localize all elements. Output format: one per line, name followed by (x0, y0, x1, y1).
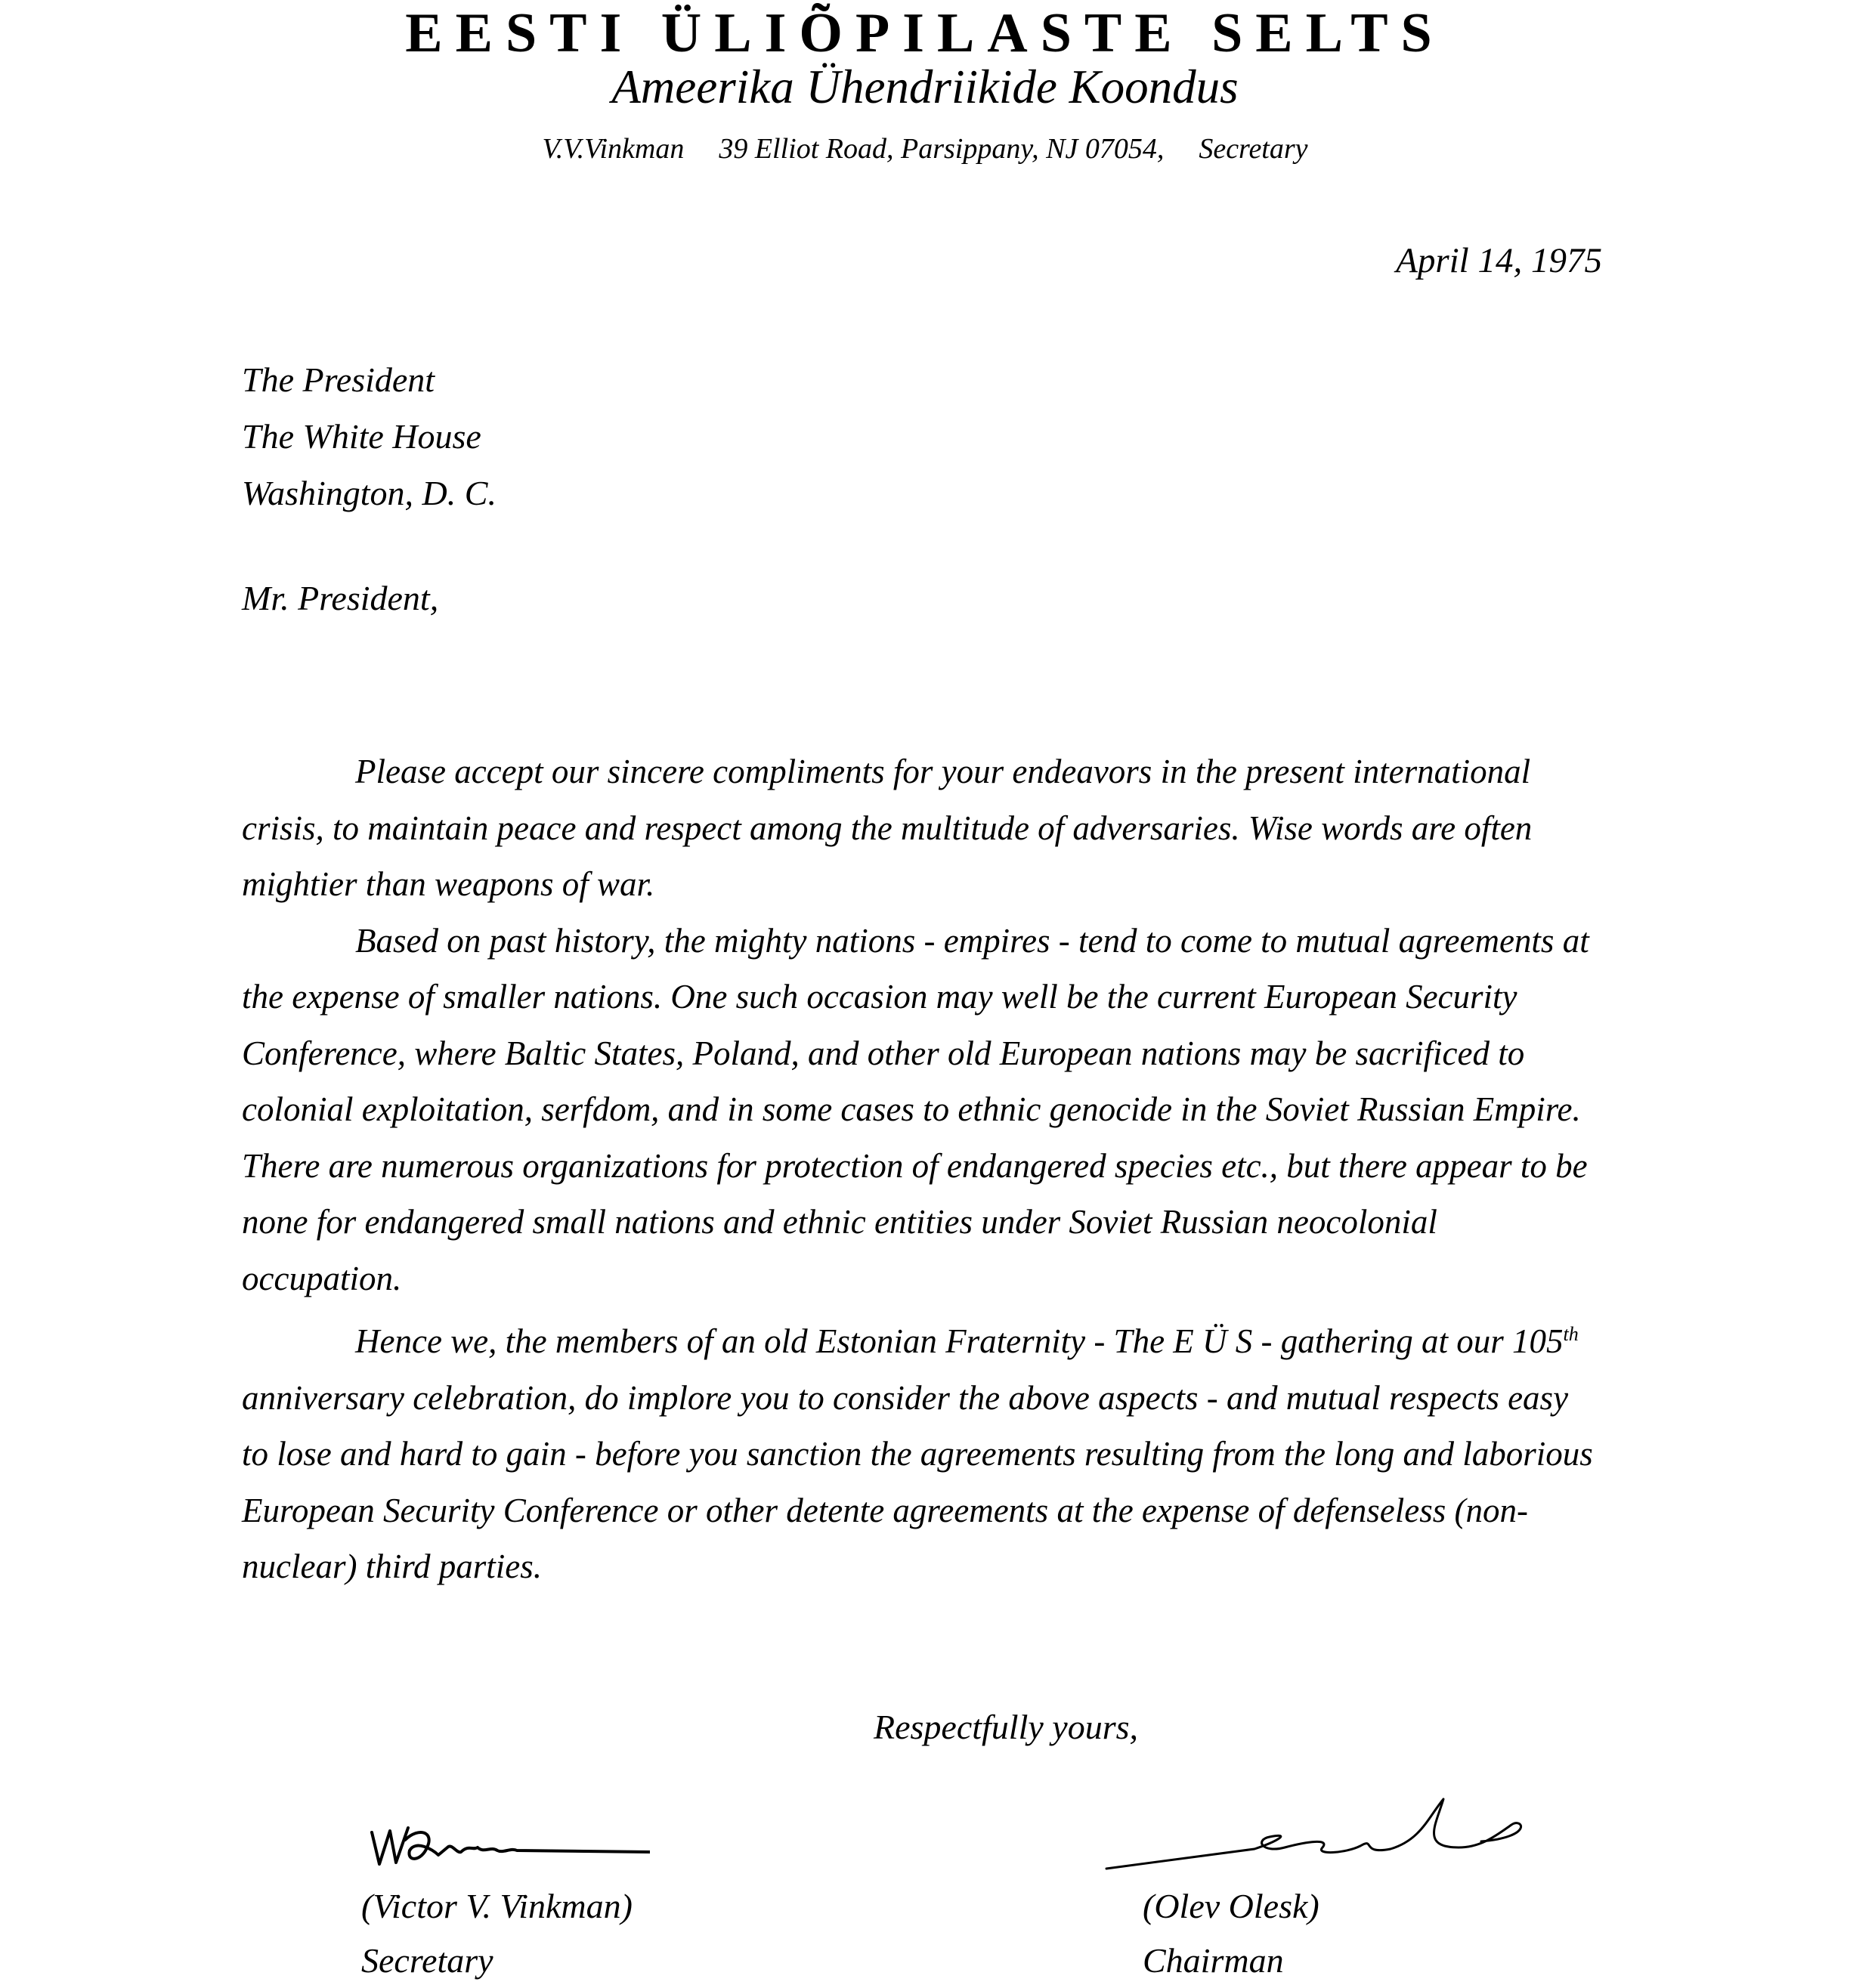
organization-name: EESTI ÜLIÕPILASTE SELTS (405, 2, 1445, 64)
recipient-line: The White House (242, 417, 481, 456)
organization-subtitle: Ameerika Ühendriikide Koondus (611, 60, 1239, 113)
signer-name: (Olev Olesk) (1143, 1887, 1319, 1925)
signer-title: Chairman (1143, 1941, 1284, 1980)
recipient-block (242, 351, 497, 521)
paragraph-text: Hence we, the members of an old Estonian Fraternity - The E Ü S - gathering at our 105 (355, 1322, 1564, 1360)
signer-secretary (361, 1879, 633, 1988)
recipient-line: The President (242, 360, 435, 399)
recipient-line: Washington, D. C. (242, 474, 497, 512)
ordinal-superscript: th (1563, 1323, 1579, 1345)
letter-body (242, 744, 1602, 1595)
secretary-name: V.V.Vinkman (542, 133, 685, 165)
signer-chairman (1143, 1879, 1319, 1988)
body-paragraph (242, 1306, 1602, 1595)
paragraph-text: anniversary celebration, do implore you to consider the above aspects - and mutual respects easy to lose and hard to gain - before you sanction the agreements resulting from the long and laborious European Security Conference or other detente agreements at the expense of defenseless (non-nuclear) third parties. (242, 1378, 1593, 1585)
signature-right (1103, 1795, 1534, 1878)
street-address: 39 Elliot Road, Parsippany, NJ 07054, (719, 133, 1165, 165)
letter-date: April 14, 1975 (1396, 241, 1602, 280)
body-paragraph: Please accept our sincere compliments for your endeavors in the present international crisis, to maintain peace and respect among the multitude of adversaries. Wise words are often mightier than weapons of war. (242, 753, 1533, 903)
closing: Respectfully yours, (874, 1708, 1139, 1746)
signature-left (363, 1817, 650, 1878)
salutation: Mr. President, (242, 579, 439, 617)
letterhead-address (0, 132, 1850, 165)
signer-name: (Victor V. Vinkman) (361, 1887, 633, 1925)
secretary-role: Secretary (1199, 133, 1308, 165)
signer-title: Secretary (361, 1941, 493, 1980)
body-paragraph: Based on past history, the mighty nations - empires - tend to come to mutual agreements at the expense of smaller nations. One such occasion may well be the current European Security Conference, where Baltic States, Poland, and other old European nations may be sacrificed to colonial exploitation, serfdom, and in some cases to ethnic genocide in the Soviet Russian Empire. There are numerous organizations for protection of endangered species etc., but there appear to be none for endangered small nations and ethnic entities under Soviet Russian neocolonial occupation. (242, 921, 1589, 1297)
